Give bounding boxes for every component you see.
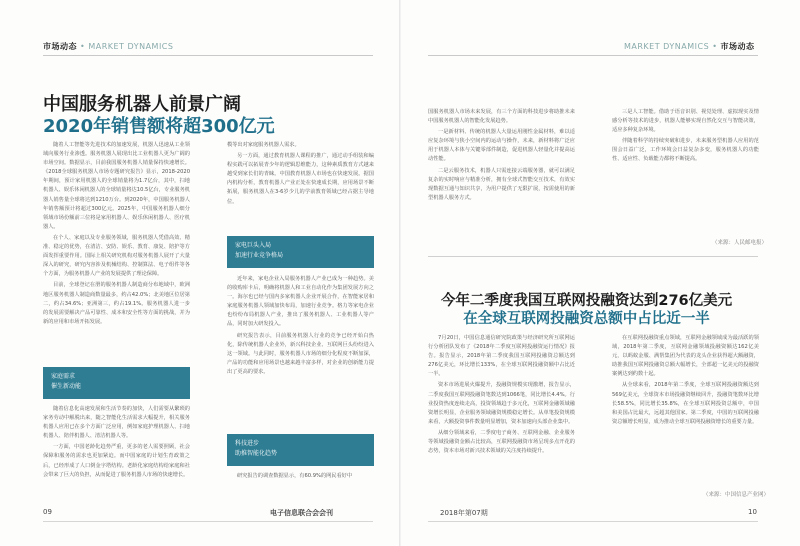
article2-column1 [428,334,575,484]
paragraph: 在互联网投融资重点领域，互联网金融领域成为最活跃的领域，2018年第二季度，互联网金融领域投融资额达162亿美元，以蚂蚁金服、满帮集团为代表的龙头企业获得超大额融资，助推我国互联网投融资总额大幅增长，全部超一亿美元的投融资案例达到约数十起。 [612,335,759,378]
paragraph: 在个人、家庭以及专业服务领域，服务机器人凭借高效、精准、稳定的优势，在清洁、安防、娱乐、教育、康复、陪护等方面发挥重要作用。国际上相关研究机构对服务机器人展开了大量深入的研究，研究内容涉及机械结构、控制算法、电子组件等各个方面，为服务机器人产业的发展提供了理论保障。 [43,234,190,278]
article-separator [428,256,758,257]
left-header-en: MARKET DYNAMICS [88,42,174,51]
paragraph: 伴随着科学的持续突破和进步，未来服务型机器人应用的范围会日益广泛，工作环境会日益复杂多变，服务机器人的功能性、适应性、负载能力都将不断提高。 [612,138,759,163]
left-section-header [43,41,173,52]
paragraph: 三是人工智能。借助于语音识别、视觉处理、虚拟现实及情感分析等技术的进步，机器人能够实现自然化交互与智能决策，适应多种复杂环境。 [612,109,759,134]
left-footer-rule [43,521,373,522]
right-header-rule [428,55,758,56]
article1-title-line2: 2020年销售额将超300亿元 [43,116,275,137]
article1-column1-bottom [43,405,190,501]
left-header-cn: 市场动态 [43,42,77,51]
subhead-line1: 家电巨头入局 [235,242,272,249]
paragraph: 一方面，中国老龄化趋势严重，更多的老人需要照顾，社会保障和服务的需求也更加紧迫。而中国家庭的计划生育政策之后，已经形成了人口倒金字塔结构。老龄化家庭结构给家庭和社会带来了巨大的负担，从而促进了服务机器人市场的快速增长。 [43,444,190,478]
subhead-line1: 科技进步 [235,440,260,447]
paragraph: 从全球来看，2018年第二季度，全球互联网投融资额达到569亿美元，全球资本市场投融资继续回升，投融资笔数环比增长58.5%，同比增长35.8%，在全球互联网投资总额中，中国和美国占比最大，远超其他国家。第二季度，中国的互联网投融资总额增长明显，成为推动全球互联网投融资增长的重要力量。 [612,382,759,425]
article1-column2-end [227,472,374,490]
page-gutter [399,0,401,546]
paragraph: 目前，全球登记在册的服务机器人制造商分布地域中，欧洲地区服务机器人制造商数量最多，约占42.0%；北美地区位居第二，约占34.6%；亚洲第三，约占19.1%。服务机器人进一步的发展需要解决产品可靠性、成本和安全性等方面的挑战，并为新的应用和市场开拓发展。 [43,282,190,325]
article1-column1-top [43,141,190,363]
article2-column2 [612,334,759,484]
article1-continued-column1 [428,108,575,242]
right-header-dot: • [712,42,721,51]
paragraph: 随着人工智能等先进技术的加速发展，机器人迅速从工业领域向服务行业渗透。服务机器人展现出比工业机器人更为广阔的市场空间。数据显示，目前我国服务机器人销量保持快速增长。《2018全球服务机器人市场专题研究报告》显示，2018-2020年期间，预计家用机器人的全球销量将为1.7亿台，其中，扫地机器人、娱乐休闲机器人的全球销量将达10.5亿台，专业服务机器人销售量全球将达到1210万台。到2020年，中国服务机器人年销售额预计将超过300亿元。2025年，中国服务机器人细分领域市场份额前三位将是家用机器人、娱乐休闲机器人、医疗机器人。 [43,142,190,230]
left-footer-page-number: 09 [43,508,52,516]
paragraph: 模等出对家庭服务机器人需求。 [227,142,300,148]
article1-title-line1: 中国服务机器人前景广阔 [43,94,241,115]
paragraph: 国服务机器人市场未来发展，有三个方面的科技进步将助推未来中国服务机器人的智能化发展趋势。 [428,109,575,125]
paragraph: 一是新材料、传统的机器人大量运用刚性金属材料，难以适应复杂环境与狭小空间内的运动与操作，未来，新材料将广泛应用于机器人本体与关键零部件制造，促进机器人轻量化并提高运动性能。 [428,129,575,163]
paragraph: 另一方面，通过教育机器人课程的推广，通过动手组装和编程实践可以拓展青少年的逻辑思维能力，这种素质教育方式越来越受到家长们的青睐。中国教育机器人市场也在快速发展。据国内机构分析，教育机器人产业正处在快速成长期，应用场景不断拓展，服务机器人在3-6岁少儿的学前教育领域已经占据主导地位。 [227,153,374,205]
article2-title-line1: 今年二季度我国互联网投融资达到276亿美元 [440,293,733,309]
article1-column2-top [227,141,374,231]
paragraph: 二是云服务技术，机器人只需连接云端服务器，就可以满足复杂的实时响应与精准分析，拥有全球式智能交互技术，有效实现数据互通与知识共享，为用户提供了无限扩展，按需使用的新型机器人服务方式。 [428,167,575,201]
right-footer-issue: 2018年第07期 [440,509,488,517]
article2-source: （来源：中国信息产业网） [703,492,770,498]
paragraph: 随着信息化高速发展和生活节奏的加快，人们需要从繁琐的家务劳动中解脱出来，随之智能化生活需求大幅提升，相关服务机器人应用已在多个方面广泛应用，例如家庭护理机器人、扫地机器人、陪伴机器人、清洁机器人等。 [43,406,190,440]
paragraph: 从细分领域来看，二季度电子商务、互联网金融、企业服务等领域投融资金额占比较高，互联网投融资市场呈现多点开花的态势，资本市场对新兴技术领域的关注度持续提升。 [428,429,575,455]
right-footer-page-number: 10 [748,508,757,516]
left-header-rule [43,55,373,56]
right-section-header [624,41,754,52]
article1-subhead-family-demand [43,367,190,399]
article1-subhead-appliance-giants [227,236,374,268]
subhead-line2: 加速行业竞争格局 [235,252,284,259]
paragraph: 研究报告的调查数据显示，有60.9%的网民看好中 [237,473,353,479]
left-footer-publication: 电子信息联合会会刊 [270,509,333,517]
paragraph: 研究报告表示，目前服务机器人行业的竞争已经开始白热化，除传统机器人企业外，新兴科技企业、互联网巨头纷纷进入这一领域。与此同时，服务机器人市场的细分化程度不断加深，产品的功能和应用场景也越来越丰富多样，对企业的创新能力提出了更高的要求。 [227,332,374,375]
paragraph: 近年来，家电企业入局服务机器人产业已成为一种趋势。美的收购库卡后，明确将机器人和工业自动化作为集团发展方向之一。海尔也已经与国内多家机器人企业开展合作，在智能家居和家庭服务机器人领域加快布局，加速行业竞争。格力等家电企业也纷纷布局机器人产业，推出了服务机器人、工业机器人等产品，同时加大研发投入。 [227,276,374,328]
article1-source: （来源：人民邮电报） [712,240,768,246]
article2-title-line2: 在全球互联网投融资总额中占比近一半 [463,311,710,327]
right-footer-rule [428,521,758,522]
article1-column2-middle [227,275,374,429]
paragraph: 资本市场进展火爆提升，投融资规模实现激增，报告显示，二季度我国互联网投融资笔数达到1066笔，同比增长4.4%。行业投资热度连续走高，投资领域趋于多元化，互联网金融领域融资增长明显，企业服务领域融资规模稳定增长。从单笔投资规模来看，大额投资事件数量明显增加，资本加速向头部企业集中。 [428,382,575,425]
article1-continued-column2 [612,108,759,208]
right-header-en: MARKET DYNAMICS [624,42,710,51]
right-header-cn: 市场动态 [720,42,755,51]
subhead-line1: 家庭需求 [51,373,76,380]
left-header-dot: • [80,42,89,51]
subhead-line2: 助推智能化趋势 [235,450,278,457]
subhead-line2: 催生新动能 [51,383,82,390]
article1-subhead-tech-progress [227,434,374,466]
paragraph: 7月20日，中国信息通信研究院政策与经济研究所互联网运行分析团队发布了《2018年二季度互联网投融资运行情况》报告。报告显示，2018年第二季度我国互联网投融资总额达到276亿美元，环比增长133%，在全球互联网投融资额中占比近一半。 [428,335,575,378]
